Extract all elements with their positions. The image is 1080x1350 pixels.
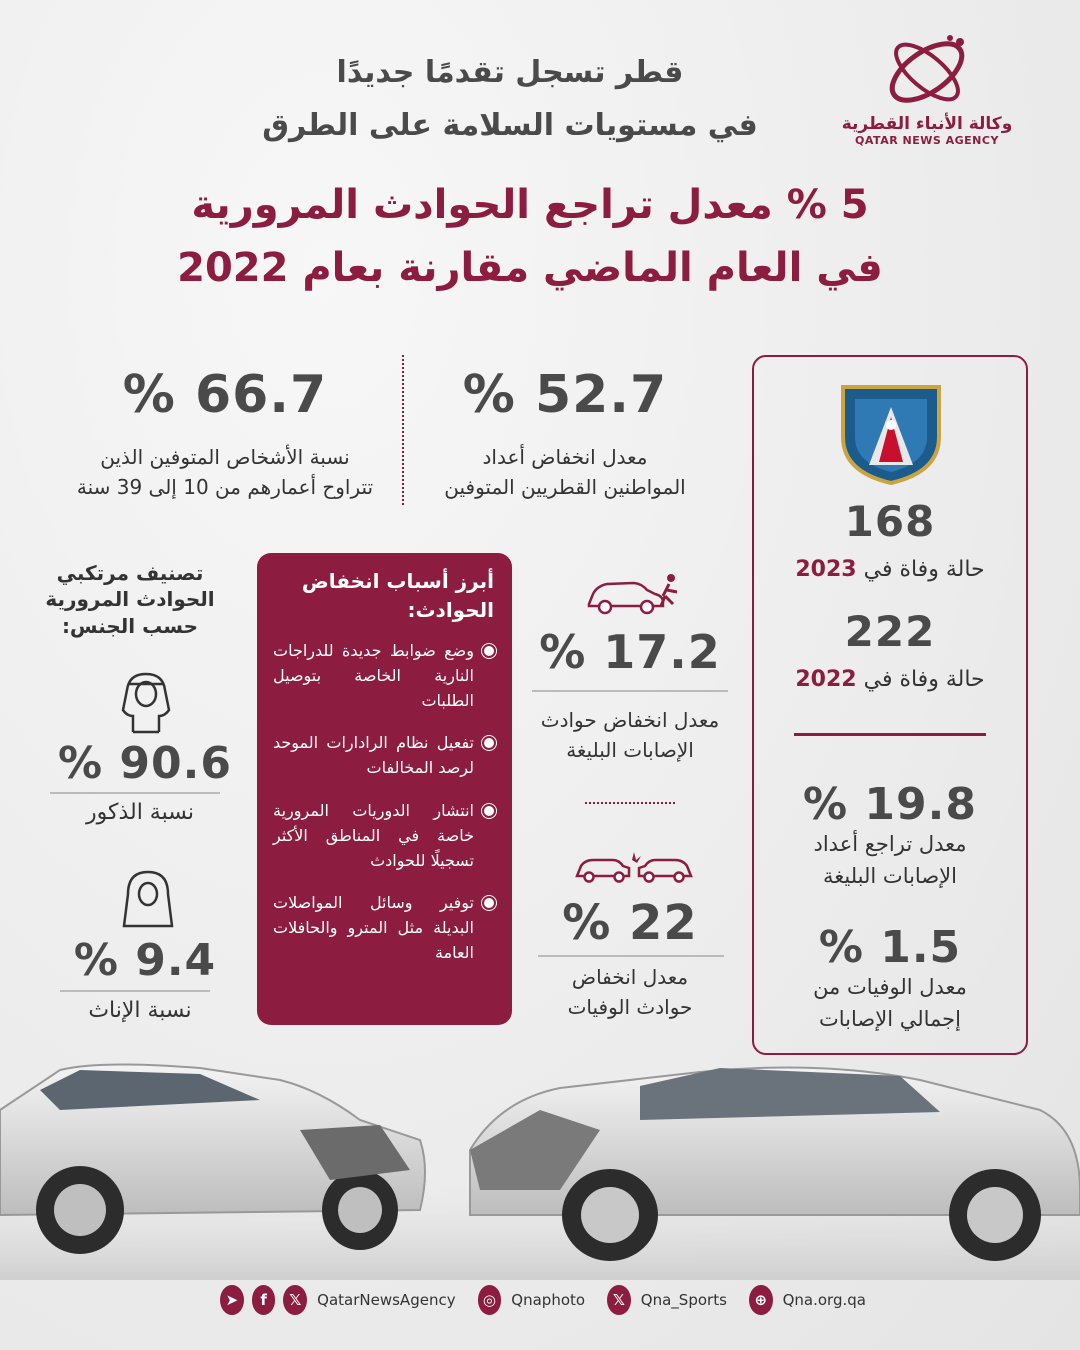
fatal-drop-caption-line2: حوادث الوفيات [567, 995, 693, 1019]
fatal-drop-value: % 22 [562, 895, 698, 951]
cause-item: وضع ضوابط جديدة للدراجات النارية الخاصة بتوصيل الطلبات [273, 639, 494, 713]
deaths-2022-value: 222 [844, 607, 936, 656]
deaths-2023-caption [754, 553, 1026, 586]
stat-citizens-value: % 52.7 [462, 365, 668, 425]
stat-citizens-caption-line1: معدل انخفاض أعداد [482, 445, 648, 469]
deaths-2022-label: حالة وفاة في [863, 667, 985, 692]
deaths-panel [752, 355, 1028, 1055]
male-label: نسبة الذكور [85, 800, 194, 825]
agency-name-ar: وكالة الأنباء القطرية [841, 114, 1013, 134]
car-pedestrian-icon [583, 570, 683, 618]
main-title-line1: 5 % معدل تراجع الحوادث المرورية [191, 182, 869, 228]
cause-item: توفير وسائل المواصلات البديلة مثل المترو والحافلات العامة [273, 891, 494, 965]
car-collision-icon [575, 850, 693, 886]
stat-age-caption-line1: نسبة الأشخاص المتوفين الذين [100, 445, 350, 469]
crashed-cars-illustration [0, 1040, 1080, 1280]
stat-age-value: % 66.7 [122, 365, 328, 425]
severe-injuries-caption-line1: معدل تراجع أعداد [813, 832, 967, 856]
globe-icon[interactable]: ⊕ [749, 1285, 773, 1315]
female-value: % 9.4 [73, 935, 217, 986]
injuries-drop-caption [510, 705, 750, 765]
severe-injuries-caption-line2: الإصابات البليغة [823, 863, 957, 888]
deaths-2022-year: 2022 [795, 667, 857, 692]
handle-sports[interactable]: Qna_Sports [640, 1291, 727, 1309]
x-icon[interactable]: 𝕏 [283, 1285, 307, 1315]
cause-item: تفعيل نظام الرادارات الموحد لرصد المخالفات [273, 731, 494, 781]
qna-logo [812, 30, 1042, 147]
website-link[interactable]: Qna.org.qa [782, 1291, 866, 1309]
fatal-ratio-caption-line2: إجمالي الإصابات [819, 1006, 961, 1031]
severe-injuries-value: % 19.8 [803, 779, 977, 830]
subtitle-line2: في مستويات السلامة على الطرق [262, 108, 758, 143]
causes-heading: أبرز أسباب انخفاض الحوادث: [301, 569, 494, 622]
male-value: % 90.6 [58, 738, 232, 789]
telegram-icon[interactable]: ➤ [220, 1285, 244, 1315]
female-icon [118, 868, 178, 932]
instagram-icon[interactable]: ◎ [478, 1285, 502, 1315]
injuries-drop-value: % 17.2 [539, 625, 721, 679]
handle-photo[interactable]: Qnaphoto [511, 1291, 586, 1309]
fatal-ratio-caption [754, 972, 1026, 1035]
stat-age-caption-line2: تتراوح أعمارهم من 10 إلى 39 سنة [76, 475, 374, 499]
qna-logo-icon [872, 30, 982, 110]
middle-divider [585, 802, 675, 804]
male-underline [50, 792, 220, 794]
cause-item: انتشار الدوريات المرورية خاصة في المناطق الأكثر تسجيلًا للحوادث [273, 799, 494, 873]
causes-list [273, 639, 494, 966]
footer-social [220, 1282, 880, 1318]
fatal-ratio-caption-line1: معدل الوفيات من [813, 975, 967, 999]
stat-citizens-caption-line2: المواطنين القطريين المتوفين [444, 475, 686, 499]
female-label: نسبة الإناث [88, 998, 192, 1023]
fatal-drop-caption [530, 962, 730, 1022]
main-title-line2: في العام الماضي مقارنة بعام 2022 [177, 245, 883, 291]
ministry-emblem-icon [833, 377, 949, 487]
stat-age-caption [45, 442, 405, 502]
facebook-icon[interactable]: f [252, 1285, 276, 1315]
gender-heading [30, 560, 230, 639]
severe-injuries-caption [754, 829, 1026, 892]
agency-name-en: QATAR NEWS AGENCY [855, 134, 999, 147]
deaths-2022-caption [754, 663, 1026, 696]
handle-main[interactable]: QatarNewsAgency [317, 1291, 456, 1309]
fatal-ratio-value: % 1.5 [818, 922, 962, 973]
female-underline [60, 990, 210, 992]
subtitle-line1: قطر تسجل تقدمًا جديدًا [336, 55, 684, 90]
injuries-underline [532, 690, 728, 692]
gender-heading-line1: تصنيف مرتكبي [56, 561, 204, 585]
deaths-2023-value: 168 [844, 497, 936, 546]
x-icon[interactable]: 𝕏 [607, 1285, 631, 1315]
deaths-2023-label: حالة وفاة في [863, 557, 985, 582]
deaths-2023-year: 2023 [795, 557, 857, 582]
gender-heading-line3: حسب الجنس: [61, 613, 199, 638]
male-icon [115, 670, 177, 736]
injuries-drop-caption-line2: الإصابات البليغة [566, 738, 694, 762]
fatal-drop-caption-line1: معدل انخفاض [571, 965, 689, 989]
panel-divider [794, 733, 986, 736]
injuries-drop-caption-line1: معدل انخفاض حوادث [540, 708, 720, 732]
fatal-underline [538, 955, 724, 957]
gender-heading-line2: الحوادث المرورية [45, 587, 215, 612]
stat-citizens-caption [390, 442, 740, 502]
causes-box [257, 553, 512, 1025]
